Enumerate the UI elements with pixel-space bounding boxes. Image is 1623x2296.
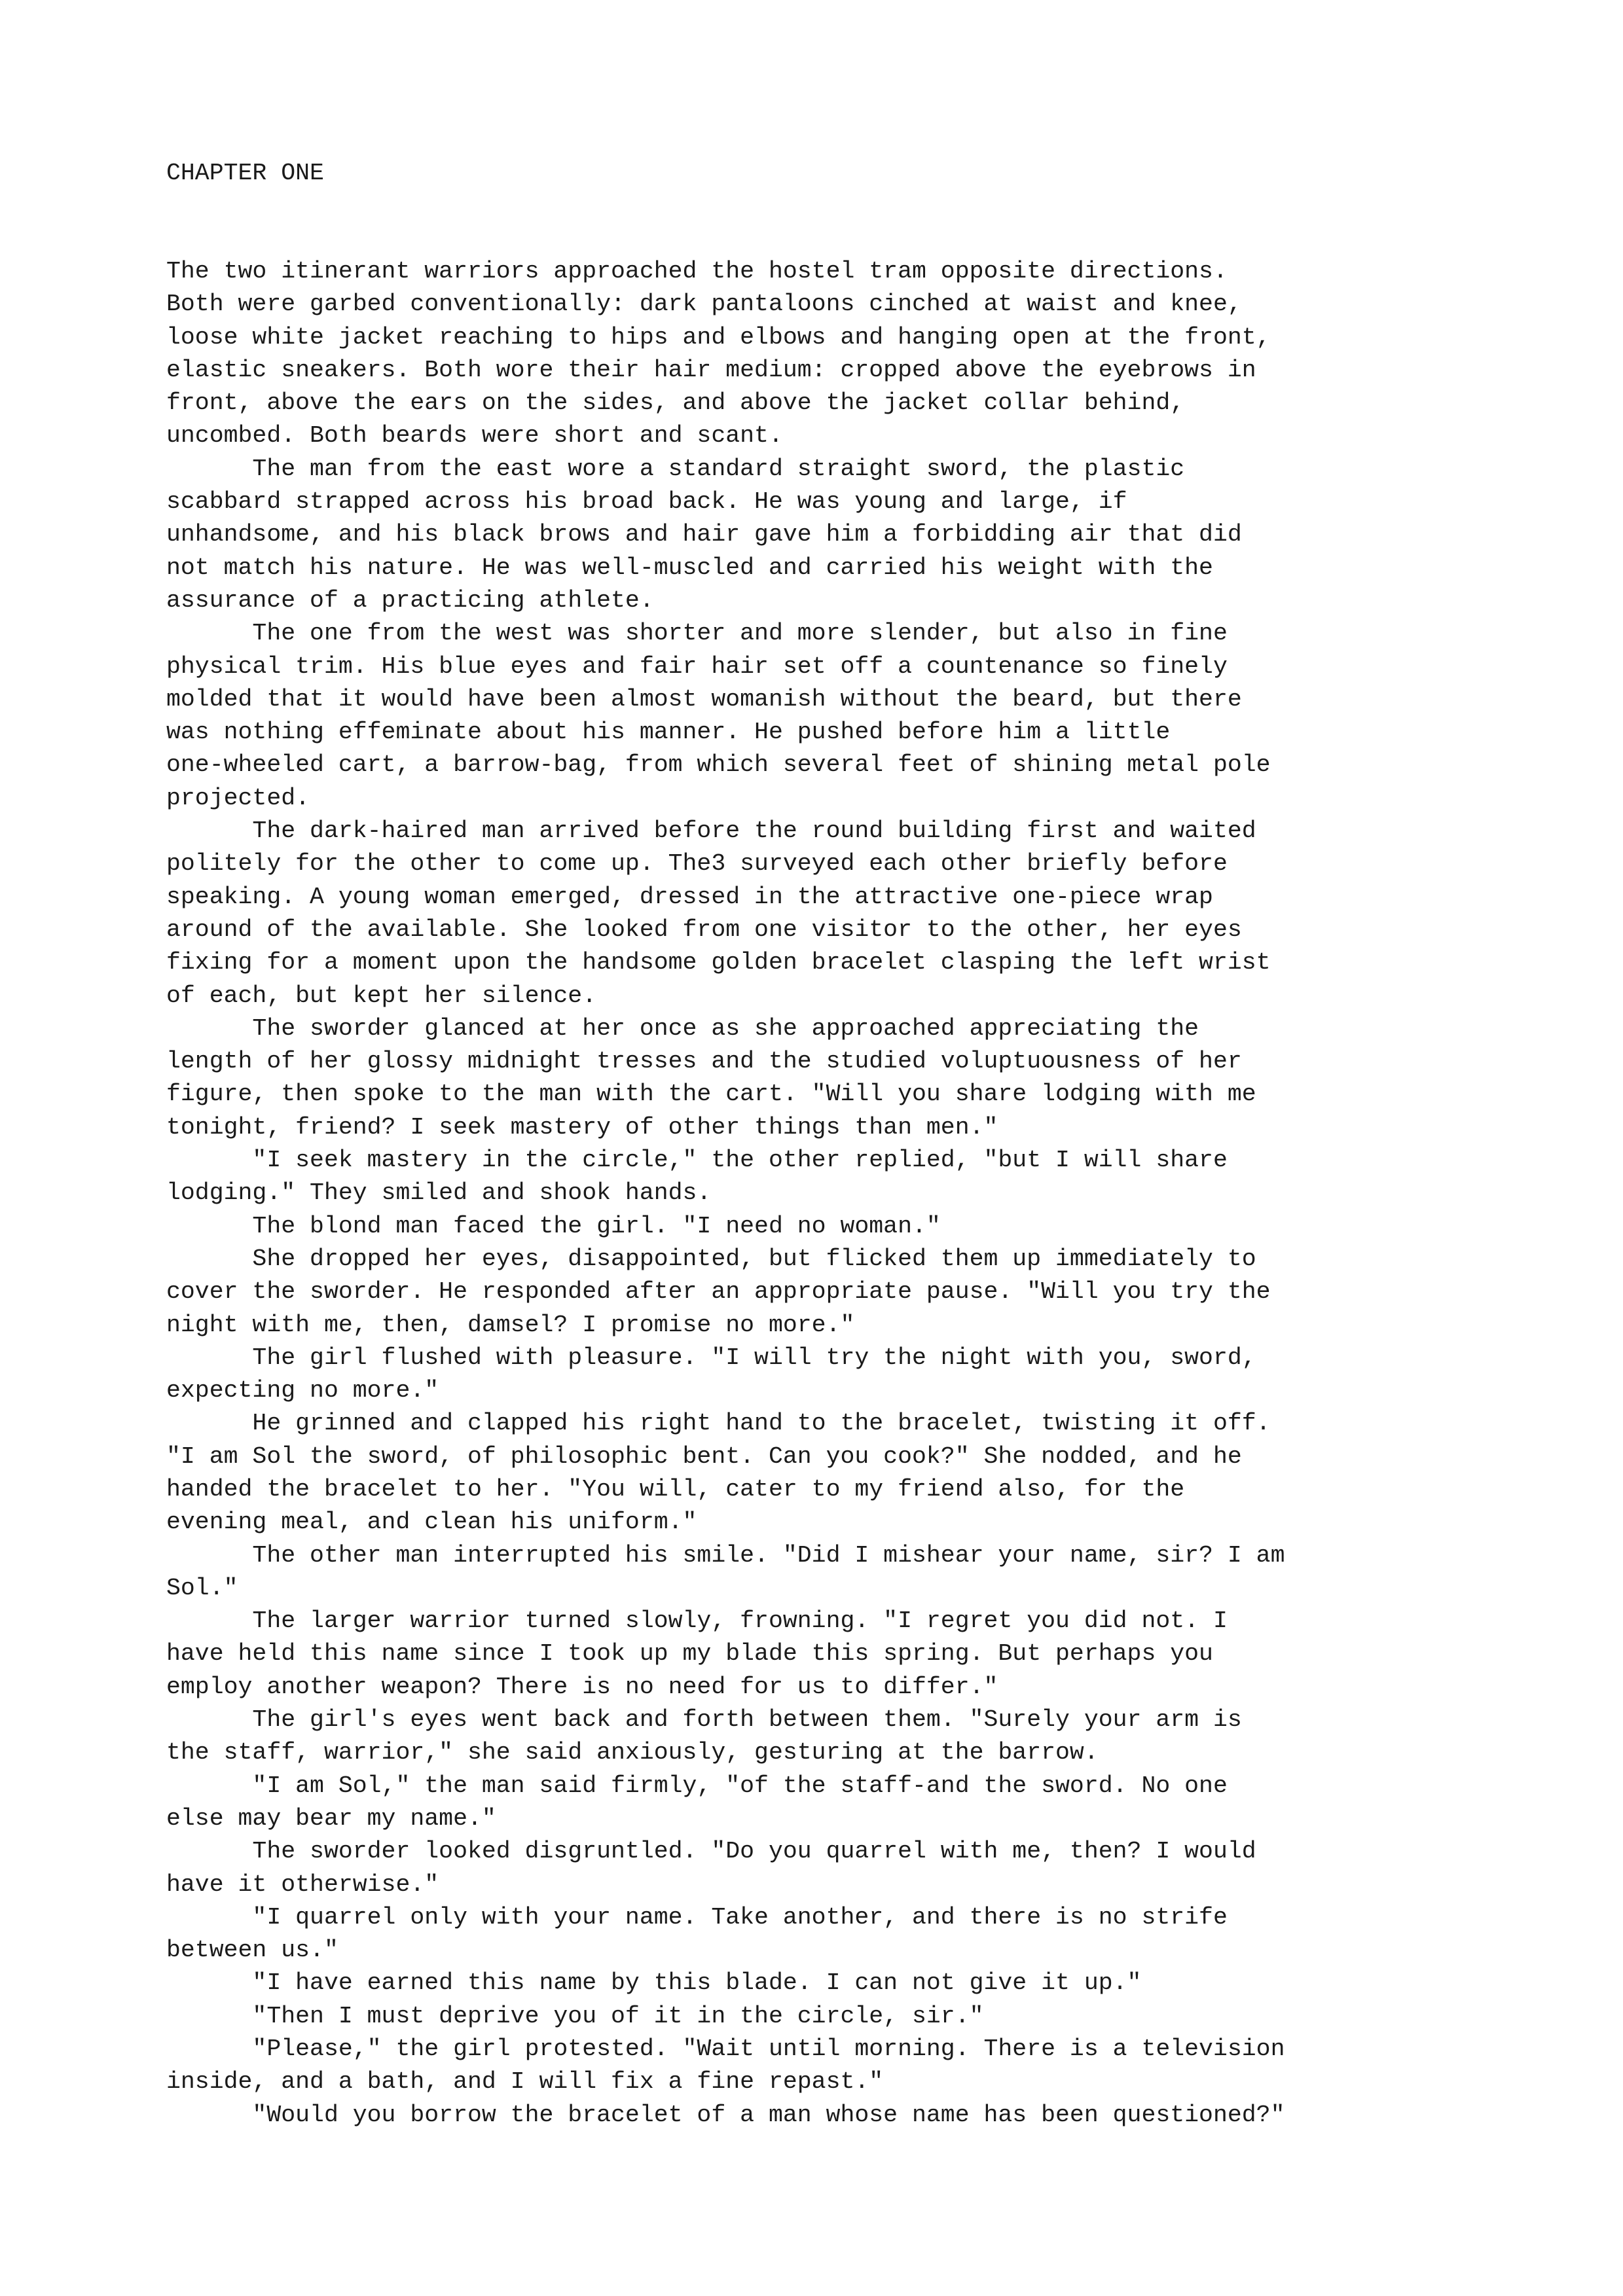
text-line: was nothing effeminate about his manner. He pushed before him a little [166, 719, 1171, 746]
text-line: evening meal, and clean his uniform." [166, 1509, 697, 1536]
text-line: the staff, warrior," she said anxiously, gesturing at the barrow. [166, 1739, 1099, 1767]
chapter-heading: CHAPTER ONE [166, 160, 324, 187]
text-line: uncombed. Both beards were short and scant. [166, 422, 783, 450]
text-line: The two itinerant warriors approached the hostel tram opposite directions. [166, 258, 1228, 285]
text-line: night with me, then, damsel? I promise no more." [166, 1311, 855, 1338]
text-line: inside, and a bath, and I will fix a fine repast." [166, 2068, 884, 2096]
text-line: The sworder glanced at her once as she approached appreciating the [166, 1014, 1199, 1042]
text-line: cover the sworder. He responded after an appropriate pause. "Will you try the [166, 1278, 1271, 1306]
text-line: She dropped her eyes, disappointed, but flicked them up immediately to [166, 1245, 1256, 1272]
text-line: molded that it would have been almost womanish without the beard, but there [166, 685, 1242, 713]
text-line: around of the available. She looked from one visitor to the other, her eyes [166, 916, 1242, 943]
text-line: assurance of a practicing athlete. [166, 586, 654, 614]
text-line: front, above the ears on the sides, and above the jacket collar behind, [166, 389, 1185, 417]
text-line: The larger warrior turned slowly, frowning. "I regret you did not. I [166, 1607, 1228, 1635]
text-line: elastic sneakers. Both wore their hair medium: cropped above the eyebrows in [166, 356, 1256, 384]
text-line: length of her glossy midnight tresses and the studied voluptuousness of her [166, 1048, 1242, 1075]
text-line: "Would you borrow the bracelet of a man whose name has been questioned?" [166, 2101, 1285, 2128]
text-line: employ another weapon? There is no need for us to differ." [166, 1673, 998, 1700]
text-line: lodging." They smiled and shook hands. [166, 1179, 712, 1207]
text-line: "I am Sol the sword, of philosophic bent. Can you cook?" She nodded, and he [166, 1443, 1242, 1470]
text-line: between us." [166, 1937, 338, 1964]
text-line: unhandsome, and his black brows and hair gave him a forbidding air that did [166, 521, 1242, 548]
text-line: one-wheeled cart, a barrow-bag, from which several feet of shining metal pole [166, 751, 1271, 779]
text-line: "I quarrel only with your name. Take another, and there is no strife [166, 1903, 1228, 1931]
text-line: "I seek mastery in the circle," the other replied, "but I will share [166, 1147, 1228, 1174]
text-line: "I am Sol," the man said firmly, "of the staff-and the sword. No one [166, 1772, 1228, 1799]
text-line: He grinned and clapped his right hand to the bracelet, twisting it off. [166, 1410, 1271, 1437]
body-text [166, 255, 1285, 2132]
text-line: else may bear my name." [166, 1804, 496, 1832]
text-line: projected. [166, 784, 310, 812]
text-line: loose white jacket reaching to hips and elbows and hanging open at the front, [166, 323, 1271, 351]
text-line: The blond man faced the girl. "I need no woman." [166, 1212, 941, 1240]
text-line: The dark-haired man arrived before the round building first and waited [166, 817, 1256, 845]
text-line: not match his nature. He was well-muscled and carried his weight with the [166, 554, 1213, 581]
text-line: Sol." [166, 1574, 238, 1602]
text-line: "Please," the girl protested. "Wait until morning. There is a television [166, 2036, 1285, 2063]
text-line: scabbard strapped across his broad back. He was young and large, if [166, 488, 1127, 516]
text-line: "I have earned this name by this blade. I can not give it up." [166, 1969, 1142, 1997]
text-line: "Then I must deprive you of it in the circle, sir." [166, 2002, 984, 2030]
text-line: The one from the west was shorter and more slender, but also in fine [166, 620, 1228, 647]
text-line: have it otherwise." [166, 1871, 439, 1898]
text-line: The other man interrupted his smile. "Did I mishear your name, sir? I am [166, 1541, 1285, 1569]
text-line: The man from the east wore a standard straight sword, the plastic [166, 455, 1185, 482]
text-line: The girl flushed with pleasure. "I will try the night with you, sword, [166, 1344, 1256, 1371]
text-line: Both were garbed conventionally: dark pantaloons cinched at waist and knee, [166, 291, 1242, 318]
text-line: politely for the other to come up. The3 surveyed each other briefly before [166, 850, 1228, 878]
text-line: figure, then spoke to the man with the cart. "Will you share lodging with me [166, 1081, 1256, 1108]
text-line: fixing for a moment upon the handsome golden bracelet clasping the left wrist [166, 949, 1271, 977]
text-line: The girl's eyes went back and forth between them. "Surely your arm is [166, 1706, 1242, 1734]
text-line: The sworder looked disgruntled. "Do you quarrel with me, then? I would [166, 1838, 1256, 1865]
text-line: of each, but kept her silence. [166, 982, 597, 1009]
text-line: expecting no more." [166, 1377, 439, 1405]
text-line: physical trim. His blue eyes and fair hair set off a countenance so finely [166, 653, 1228, 680]
text-line: tonight, friend? I seek mastery of other things than men." [166, 1113, 998, 1141]
text-line: speaking. A young woman emerged, dressed in the attractive one-piece wrap [166, 883, 1213, 910]
text-line: handed the bracelet to her. "You will, cater to my friend also, for the [166, 1475, 1185, 1503]
text-line: have held this name since I took up my blade this spring. But perhaps you [166, 1640, 1213, 1668]
